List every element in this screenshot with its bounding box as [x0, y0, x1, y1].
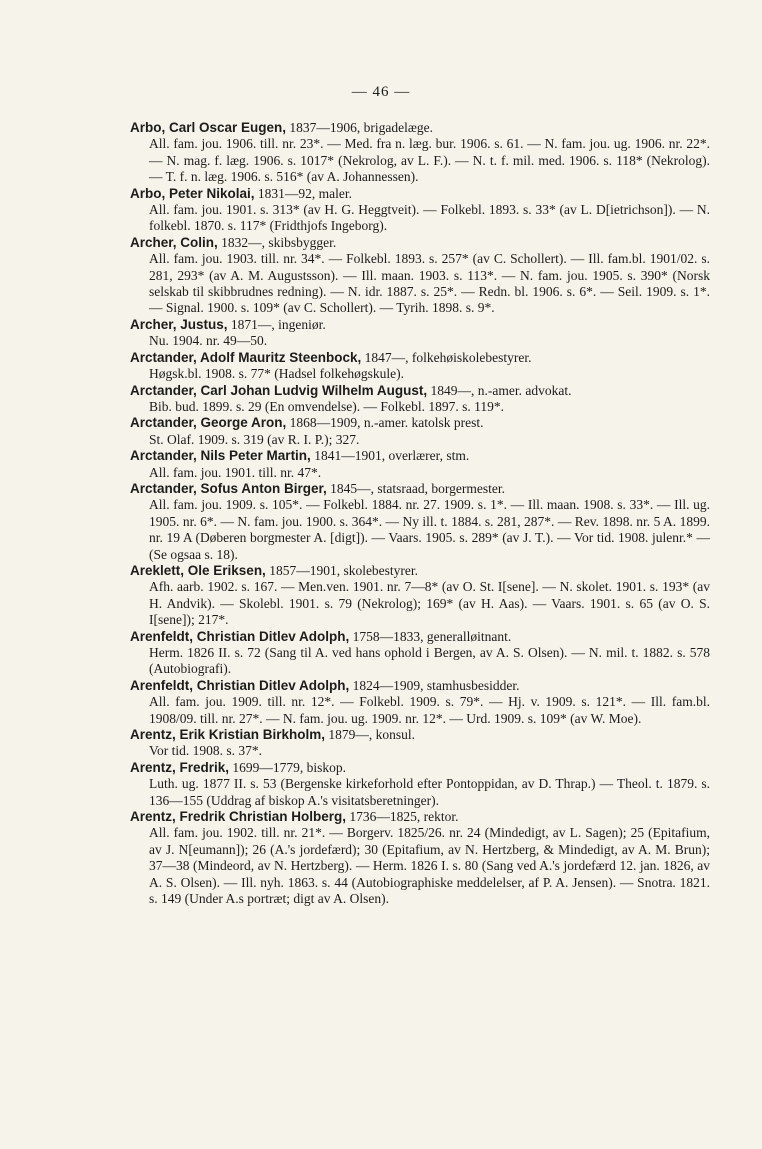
entry — [130, 186, 710, 235]
entry — [130, 727, 710, 760]
entry — [130, 448, 710, 481]
page-number: — 46 — — [351, 84, 411, 100]
entry-references: Bib. bud. 1899. s. 29 (En omvendelse). — Folkebl. 1897. s. 119*. — [149, 398, 504, 414]
entry-references: All. fam. jou. 1902. till. nr. 21*. — Borgerv. 1825/26. nr. 24 (Mindedigt, av L. Sagen); 25 (Epitafium, av J. N[eumann]); 26 (A.'s jordefærd); 30 (Epitafium, av N. Hertzberg, & Mindedigt, av A. M. Brun); 37—38 (Mindeord, av N. Hertzberg). — Herm. 1826 I. s. 80 (Sang ved A.'s jordefærd 12. jan. 1826, av A. S. Olsen). — Ill. nyh. 1863. s. 44 (Autobiographiske meddelelser, af P. A. Jensen). — Snotra. 1821. s. 149 (Under A.s portræt; digt av A. Olsen). — [149, 825, 710, 907]
entry-name: Arbo, Carl Oscar Eugen, — [130, 120, 287, 135]
entry-details: 1832—, skibsbygger. — [217, 234, 337, 250]
entry-references: Luth. ug. 1877 II. s. 53 (Bergenske kirkeforhold efter Pontoppidan, av D. Thrap.) — Theol. t. 1879. s. 136—155 (Uddrag af biskop A.'s visitatsberetninger). — [149, 776, 710, 808]
entry-name: Arctander, Sofus Anton Birger, — [130, 480, 327, 496]
entry-details: 1879—, konsul. — [325, 727, 416, 743]
entry-name: Arctander, Nils Peter Martin, — [130, 448, 311, 464]
entry-name: Arenfeldt, Christian Ditlev Adolph, — [130, 628, 350, 644]
entry-name: Archer, Colin, — [130, 234, 218, 250]
entry-name: Arbo, Peter Nikolai, — [130, 185, 255, 201]
entry-name: Arentz, Fredrik Christian Holberg, — [130, 809, 347, 825]
entry-name: Arctander, George Aron, — [130, 415, 287, 431]
entry-references: All. fam. jou. 1901. till. nr. 47*. — [149, 464, 322, 480]
entry — [130, 481, 710, 563]
entry-references: All. fam. jou. 1903. till. nr. 34*. — Folkebl. 1893. s. 257* (av C. Schollert). — Ill. fam.bl. 1901/02. s. 281, 293* (av A. M. Augustsson). — Ill. maan. 1903. s. 113*. — N. fam. jou. 1905. s. 390* (Norsk selskab til skibbrudnes redning). — N. idr. 1887. s. 25*. — Redn. bl. 1906. s. 6*. — Seil. 1909. s. 1*. — Signal. 1900. s. 109* (av C. Schollert). — Tyrih. 1898. s. 9*. — [149, 251, 710, 316]
entry-name: Arentz, Fredrik, — [130, 759, 230, 775]
entry-name: Arctander, Carl Johan Ludvig Wilhelm August, — [130, 382, 428, 398]
entry-references: All. fam. jou. 1906. till. nr. 23*. — Med. fra n. læg. bur. 1906. s. 61. — N. fam. jou. ug. 1906. nr. 22*. — N. mag. f. læg. 1906. s. 1017* (Nekrolog, av L. F.). — N. t. f. mil. med. 1906. s. 118* (Nekrolog). — T. f. n. læg. 1906. s. 516* (av A. Johannessen). — [149, 136, 710, 185]
entry — [130, 678, 710, 727]
entry-details: 1736—1825, rektor. — [346, 809, 459, 825]
entry-references: Vor tid. 1908. s. 37*. — [149, 743, 263, 759]
entry-details: 1847—, folkehøiskolebestyrer. — [361, 349, 532, 365]
entry-details: 1871—, ingeniør. — [227, 316, 326, 332]
entry-details: 1824—1909, stamhusbesidder. — [349, 677, 520, 693]
entry-name: Arctander, Adolf Mauritz Steenbock, — [130, 349, 362, 365]
entry — [130, 350, 710, 383]
entry — [130, 563, 710, 629]
entry — [130, 809, 710, 907]
entry-details: 1758—1833, generalløitnant. — [349, 628, 512, 644]
entry-references: All. fam. jou. 1909. till. nr. 12*. — Folkebl. 1909. s. 79*. — Hj. v. 1909. s. 121*. — Ill. fam.bl. 1908/09. till. nr. 27*. — N. fam. jou. ug. 1909. nr. 12*. — Urd. 1909. s. 109* (av W. Moe). — [149, 694, 710, 726]
entry — [130, 415, 710, 448]
entry-references: Nu. 1904. nr. 49—50. — [149, 333, 268, 349]
entry — [130, 760, 710, 809]
entry-details: 1831—92, maler. — [254, 185, 353, 201]
entry-details: 1699—1779, biskop. — [229, 759, 347, 775]
entry — [130, 383, 710, 416]
entry — [130, 317, 710, 350]
entry-references: Afh. aarb. 1902. s. 167. — Men.ven. 1901. nr. 7—8* (av O. St. I[sene]. — N. skolet. 1901. s. 193* (av H. Andvik). — Skolebl. 1901. s. 79 (Nekrolog); 169* (av H. Aas). — Vaars. 1901. s. 65 (av O. S. I[sene]); 217*. — [149, 579, 710, 628]
entry-details: 1849—, n.-amer. advokat. — [427, 382, 572, 398]
entry-references: St. Olaf. 1909. s. 319 (av R. I. P.); 327. — [149, 431, 360, 447]
entry-details: 1837—1906, brigadelæge. — [286, 120, 434, 135]
entry-references: All. fam. jou. 1901. s. 313* (av H. G. Heggtveit). — Folkebl. 1893. s. 33* (av L. D[ietrichson]). — N. folkebl. 1870. s. 117* (Fridthjofs Ingeborg). — [149, 202, 710, 234]
entry-references: Herm. 1826 II. s. 72 (Sang til A. ved hans ophold i Bergen, av A. S. Olsen). — N. mil. t. 1882. s. 578 (Autobiografi). — [149, 645, 710, 677]
entry — [130, 120, 710, 186]
entry-references: All. fam. jou. 1909. s. 105*. — Folkebl. 1884. nr. 27. 1909. s. 1*. — Ill. maan. 1908. s. 33*. — Ill. ug. 1905. nr. 6*. — N. fam. jou. 1900. s. 364*. — Ny ill. t. 1884. s. 281, 287*. — Rev. 1898. nr. 5 A. 1899. nr. 19 A (Døberen borgmester A. [digt]). — Vaars. 1905. s. 289* (av J. T.). — Vor tid. 1908. julenr.* — (Se ogsaa s. 18). — [149, 497, 710, 562]
entry-details: 1868—1909, n.-amer. katolsk prest. — [286, 415, 484, 431]
entry — [130, 235, 710, 317]
entry-name: Arentz, Erik Kristian Birkholm, — [130, 727, 326, 743]
entry-details: 1841—1901, overlærer, stm. — [310, 448, 470, 464]
entry-name: Areklett, Ole Eriksen, — [130, 562, 266, 578]
entry-name: Arenfeldt, Christian Ditlev Adolph, — [130, 677, 350, 693]
entry-details: 1845—, statsraad, borgermester. — [326, 480, 505, 496]
entry — [130, 629, 710, 678]
entry-references: Høgsk.bl. 1908. s. 77* (Hadsel folkehøgskule). — [149, 366, 404, 382]
entry-name: Archer, Justus, — [130, 316, 228, 332]
entry-details: 1857—1901, skolebestyrer. — [265, 562, 419, 578]
bibliography-entries — [130, 120, 710, 908]
